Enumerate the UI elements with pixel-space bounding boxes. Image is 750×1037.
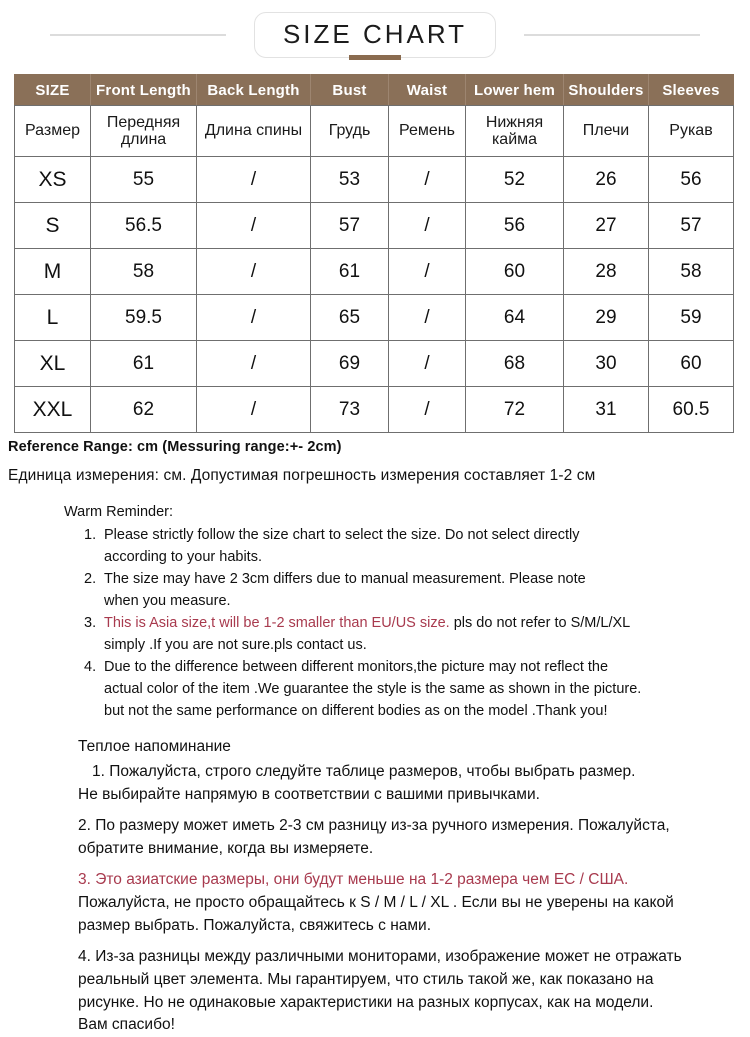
cell-sleeves: 60.5 <box>649 387 734 433</box>
cell-bust: 69 <box>311 341 389 387</box>
table-row <box>15 249 734 295</box>
cell-front_length: 55 <box>91 157 197 203</box>
cell-size: S <box>15 203 91 249</box>
table-row <box>15 203 734 249</box>
col-header-back-length: Back Length <box>197 75 311 106</box>
table-body <box>15 157 734 433</box>
cell-front_length: 58 <box>91 249 197 295</box>
text-line <box>104 524 724 546</box>
col-header-waist: Waist <box>389 75 466 106</box>
cell-shoulders: 26 <box>564 157 649 203</box>
text-line <box>104 590 724 612</box>
size-chart-table-wrap <box>14 74 736 433</box>
warm-reminder-russian <box>78 736 718 1037</box>
cell-lower_hem: 72 <box>466 387 564 433</box>
table-row <box>15 295 734 341</box>
table-row <box>15 157 734 203</box>
list-number: 2. <box>84 571 97 588</box>
size-chart-table <box>14 74 734 433</box>
col-header-lower-hem: Lower hem <box>466 75 564 106</box>
cell-front_length: 62 <box>91 387 197 433</box>
text-line <box>104 634 724 656</box>
cell-waist: / <box>389 295 466 341</box>
cell-size: XS <box>15 157 91 203</box>
cell-size: XXL <box>15 387 91 433</box>
list-number: 1. <box>84 527 97 544</box>
text-line: 3. Это азиатские размеры, они будут меньше на 1-2 размера чем ЕС / США. <box>78 871 629 889</box>
text-span: actual color of the item .We guarantee the style is the same as shown in the picture. <box>104 681 642 698</box>
col-header-size: SIZE <box>15 75 91 106</box>
table-header-row-ru <box>15 106 734 157</box>
cell-back_length: / <box>197 341 311 387</box>
table-row <box>15 387 734 433</box>
cell-sleeves: 56 <box>649 157 734 203</box>
cell-bust: 65 <box>311 295 389 341</box>
text-line <box>104 656 724 678</box>
cell-shoulders: 27 <box>564 203 649 249</box>
cell-shoulders: 31 <box>564 387 649 433</box>
cell-back_length: / <box>197 203 311 249</box>
cell-waist: / <box>389 249 466 295</box>
cell-shoulders: 29 <box>564 295 649 341</box>
text-line <box>104 546 724 568</box>
title-rule-left <box>50 34 226 36</box>
cell-size: L <box>15 295 91 341</box>
cell-front_length: 59.5 <box>91 295 197 341</box>
table-header-row-en <box>15 75 734 106</box>
col-header-ru-front-length: Передняя длина <box>91 106 197 157</box>
cell-size: XL <box>15 341 91 387</box>
cell-back_length: / <box>197 249 311 295</box>
warm-reminder-en-heading: Warm Reminder: <box>64 504 174 520</box>
text-line: 2. По размеру может иметь 2-3 см разницу из-за ручного измерения. Пожалуйста, <box>78 817 670 835</box>
cell-lower_hem: 68 <box>466 341 564 387</box>
cell-lower_hem: 64 <box>466 295 564 341</box>
col-header-ru-lower-hem: Нижняя кайма <box>466 106 564 157</box>
cell-sleeves: 60 <box>649 341 734 387</box>
cell-shoulders: 30 <box>564 341 649 387</box>
cell-waist: / <box>389 203 466 249</box>
col-header-sleeves: Sleeves <box>649 75 734 106</box>
title-accent-bar <box>349 55 401 60</box>
cell-bust: 57 <box>311 203 389 249</box>
warm-reminder-english <box>64 501 724 722</box>
text-line <box>104 700 724 722</box>
warm-reminder-en-item <box>84 524 724 568</box>
warm-reminder-en-item <box>84 568 724 612</box>
col-header-ru-back-length: Длина спины <box>197 106 311 157</box>
warm-reminder-en-items <box>64 524 724 722</box>
text-span: The size may have 2 3cm differs due to manual measurement. Please note <box>104 571 586 588</box>
text-line: Не выбирайте напрямую в соответствии с вашими привычками. <box>78 785 540 803</box>
col-header-bust: Bust <box>311 75 389 106</box>
cell-lower_hem: 56 <box>466 203 564 249</box>
cell-waist: / <box>389 157 466 203</box>
text-line: 1. Пожалуйста, строго следуйте таблице размеров, чтобы выбрать размер. <box>92 762 636 780</box>
cell-waist: / <box>389 341 466 387</box>
cell-lower_hem: 60 <box>466 249 564 295</box>
page-title-banner <box>0 0 750 70</box>
col-header-ru-size: Размер <box>15 106 91 157</box>
table-header-english <box>15 75 734 106</box>
table-header-russian <box>15 106 734 157</box>
text-line: обратите внимание, когда вы измеряете. <box>78 839 374 857</box>
text-span: simply .If you are not sure.pls contact us. <box>104 637 367 654</box>
cell-bust: 73 <box>311 387 389 433</box>
cell-lower_hem: 52 <box>466 157 564 203</box>
cell-sleeves: 58 <box>649 249 734 295</box>
cell-back_length: / <box>197 387 311 433</box>
warm-reminder-ru-paragraph <box>78 869 718 937</box>
page-title: SIZE CHART <box>282 19 468 49</box>
cell-shoulders: 28 <box>564 249 649 295</box>
list-text <box>104 568 724 612</box>
warm-reminder-ru-paragraph <box>78 946 718 1037</box>
warm-reminder-ru-items <box>78 761 718 1037</box>
text-line <box>104 568 724 590</box>
list-number: 3. <box>84 615 97 632</box>
cell-sleeves: 57 <box>649 203 734 249</box>
warm-reminder-en-item <box>84 656 724 722</box>
warm-reminder-en-item <box>84 612 724 656</box>
cell-waist: / <box>389 387 466 433</box>
warm-reminder-ru-paragraph <box>78 815 718 860</box>
text-line: размер выбрать. Пожалуйста, свяжитесь с нами. <box>78 916 432 934</box>
table-row <box>15 341 734 387</box>
cell-back_length: / <box>197 295 311 341</box>
reference-range-en: Reference Range: cm (Messuring range:+- 2cm) <box>8 439 342 455</box>
text-span: Due to the difference between different monitors,the picture may not reflect the <box>104 659 609 676</box>
text-line <box>104 612 724 634</box>
text-line: Пожалуйста, не просто обращайтесь к S / M / L / XL . Если вы не уверены на какой <box>78 894 674 912</box>
text-line: реальный цвет элемента. Мы гарантируем, что стиль такой же, как показано на <box>78 970 654 988</box>
col-header-front-length: Front Length <box>91 75 197 106</box>
text-span: This is Asia size,t will be 1-2 smaller than EU/US size. <box>104 615 450 632</box>
title-box <box>254 12 496 58</box>
reference-range-ru: Единица измерения: см. Допустимая погрешность измерения составляет 1-2 см <box>8 467 596 484</box>
warm-reminder-ru-paragraph <box>78 761 718 806</box>
text-span: according to your habits. <box>104 549 262 566</box>
cell-size: M <box>15 249 91 295</box>
title-rule-right <box>524 34 700 36</box>
col-header-ru-waist: Ремень <box>389 106 466 157</box>
text-span: when you measure. <box>104 593 231 610</box>
cell-front_length: 56.5 <box>91 203 197 249</box>
cell-sleeves: 59 <box>649 295 734 341</box>
text-span: but not the same performance on different bodies as on the model .Thank you! <box>104 703 608 720</box>
text-line: 4. Из-за разницы между различными мониторами, изображение может не отражать <box>78 948 682 966</box>
cell-back_length: / <box>197 157 311 203</box>
list-number: 4. <box>84 659 97 676</box>
text-span-tail: pls do not refer to S/M/L/XL <box>449 615 631 632</box>
cell-bust: 61 <box>311 249 389 295</box>
text-line: Вам спасибо! <box>78 1016 175 1034</box>
col-header-ru-bust: Грудь <box>311 106 389 157</box>
col-header-shoulders: Shoulders <box>564 75 649 106</box>
text-line: рисунке. Но не одинаковые характеристики на разных корпусах, как на модели. <box>78 993 654 1011</box>
text-line <box>104 678 724 700</box>
col-header-ru-shoulders: Плечи <box>564 106 649 157</box>
list-text <box>104 612 724 656</box>
cell-bust: 53 <box>311 157 389 203</box>
list-text <box>104 656 724 722</box>
list-text <box>104 524 724 568</box>
cell-front_length: 61 <box>91 341 197 387</box>
text-span: Please strictly follow the size chart to select the size. Do not select directly <box>104 527 580 544</box>
col-header-ru-sleeves: Рукав <box>649 106 734 157</box>
warm-reminder-ru-heading: Теплое напоминание <box>78 738 231 756</box>
